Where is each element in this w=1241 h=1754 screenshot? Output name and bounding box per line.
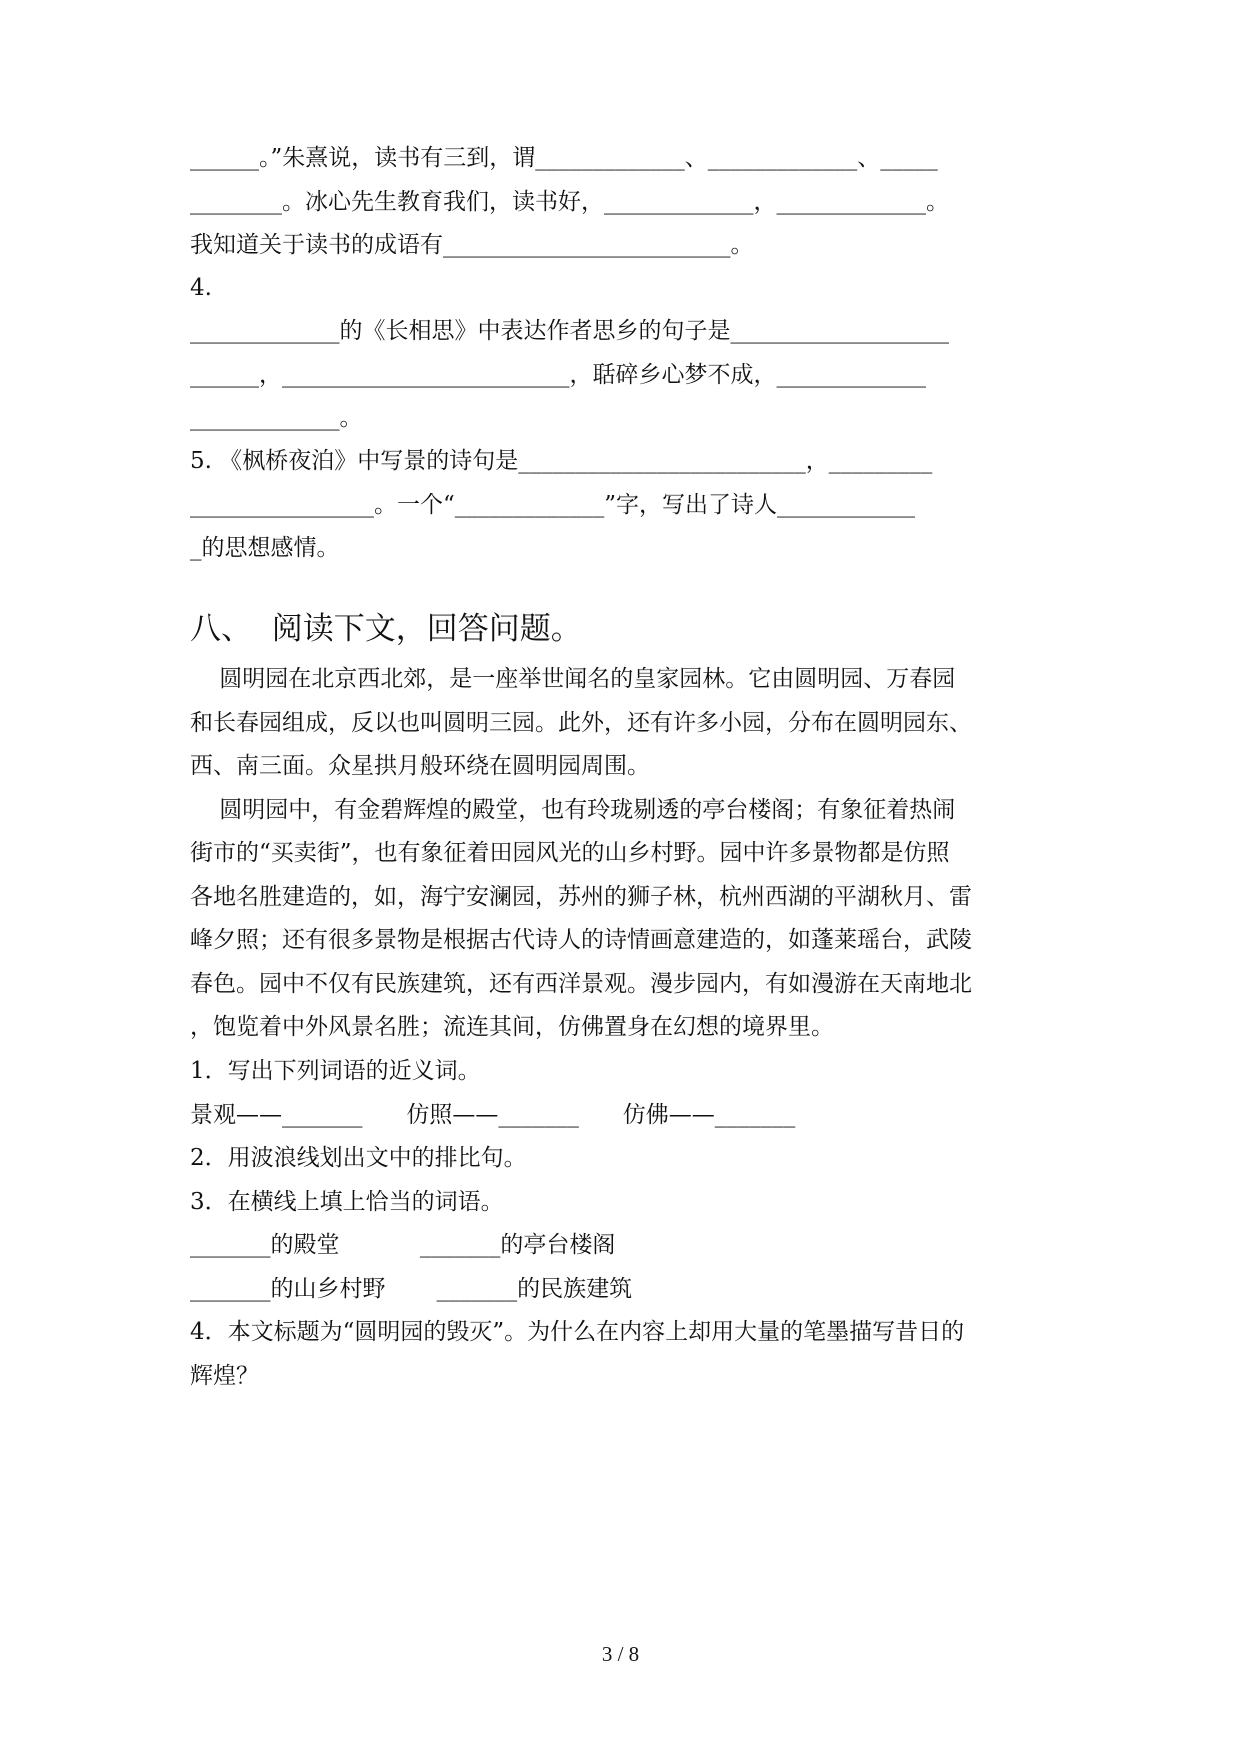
question-4-line-2: 辉煌？ xyxy=(190,1363,259,1389)
q4-line-3: _____________。 xyxy=(190,405,363,431)
passage-p1-line-3: 西、南三面。众星拱月般环绕在圆明园周围。 xyxy=(190,753,650,779)
passage-p2-line-5: 春色。园中不仅有民族建筑，还有西洋景观。漫步园内，有如漫游在天南地北 xyxy=(190,971,972,997)
passage-p2-line-1: 圆明园中，有金碧辉煌的殿堂，也有玲珑剔透的亭台楼阁；有象征着热闹 xyxy=(190,797,956,823)
q3-line-3: 我知道关于读书的成语有_________________________。 xyxy=(190,232,754,258)
q4-line-2: ______，_________________________，聒碎乡心梦不成，_____________ xyxy=(190,362,926,388)
q3-line-2: ________。冰心先生教育我们，读书好，_____________，_____________。 xyxy=(190,189,949,215)
q4-line-1: _____________的《长相思》中表达作者思乡的句子是___________________ xyxy=(190,318,949,344)
q5-line-2: ________________。一个“_____________”字，写出了诗人____________ xyxy=(190,492,916,518)
passage-p2-line-3: 各地名胜建造的，如，海宁安澜园，苏州的狮子林，杭州西湖的平湖秋月、雷 xyxy=(190,884,972,910)
q5-line-3: _的思想感情。 xyxy=(190,535,340,561)
question-1: 1．写出下列词语的近义词。 xyxy=(190,1058,481,1084)
question-3-row-2: _______的山乡村野 _______的民族建筑 xyxy=(190,1276,633,1302)
question-3-row-1: _______的殿堂 _______的亭台楼阁 xyxy=(190,1232,616,1258)
question-3: 3．在横线上填上恰当的词语。 xyxy=(190,1189,504,1215)
page-number: 3 / 8 xyxy=(601,1642,640,1666)
passage-p2-line-2: 街市的“买卖街”，也有象征着田园风光的山乡村野。园中许多景物都是仿照 xyxy=(190,840,950,866)
section-8-title: 八、 阅读下文，回答问题。 xyxy=(190,611,582,647)
question-1-items: 景观——_______ 仿照——_______ 仿佛——_______ xyxy=(190,1102,796,1128)
question-4-line-1: 4．本文标题为“圆明园的毁灭”。为什么在内容上却用大量的笔墨描写昔日的 xyxy=(190,1319,965,1345)
passage-p1-line-2: 和长春园组成，反以也叫圆明三园。此外，还有许多小园，分布在圆明园东、 xyxy=(190,710,972,736)
q5-line-1: 5. 《枫桥夜泊》中写景的诗句是_________________________，_________ xyxy=(190,448,933,474)
q4-number: 4. xyxy=(190,275,212,301)
passage-p2-line-6: ，饱览着中外风景名胜；流连其间，仿佛置身在幻想的境界里。 xyxy=(190,1014,834,1040)
passage-p1-line-1: 圆明园在北京西北郊，是一座举世闻名的皇家园林。它由圆明园、万春园 xyxy=(190,666,956,692)
question-2: 2．用波浪线划出文中的排比句。 xyxy=(190,1145,527,1171)
passage-p2-line-4: 峰夕照；还有很多景物是根据古代诗人的诗情画意建造的，如蓬莱瑶台，武陵 xyxy=(190,927,972,953)
q3-line-1: ______。”朱熹说，读书有三到，谓_____________、_____________、_____ xyxy=(190,145,938,171)
